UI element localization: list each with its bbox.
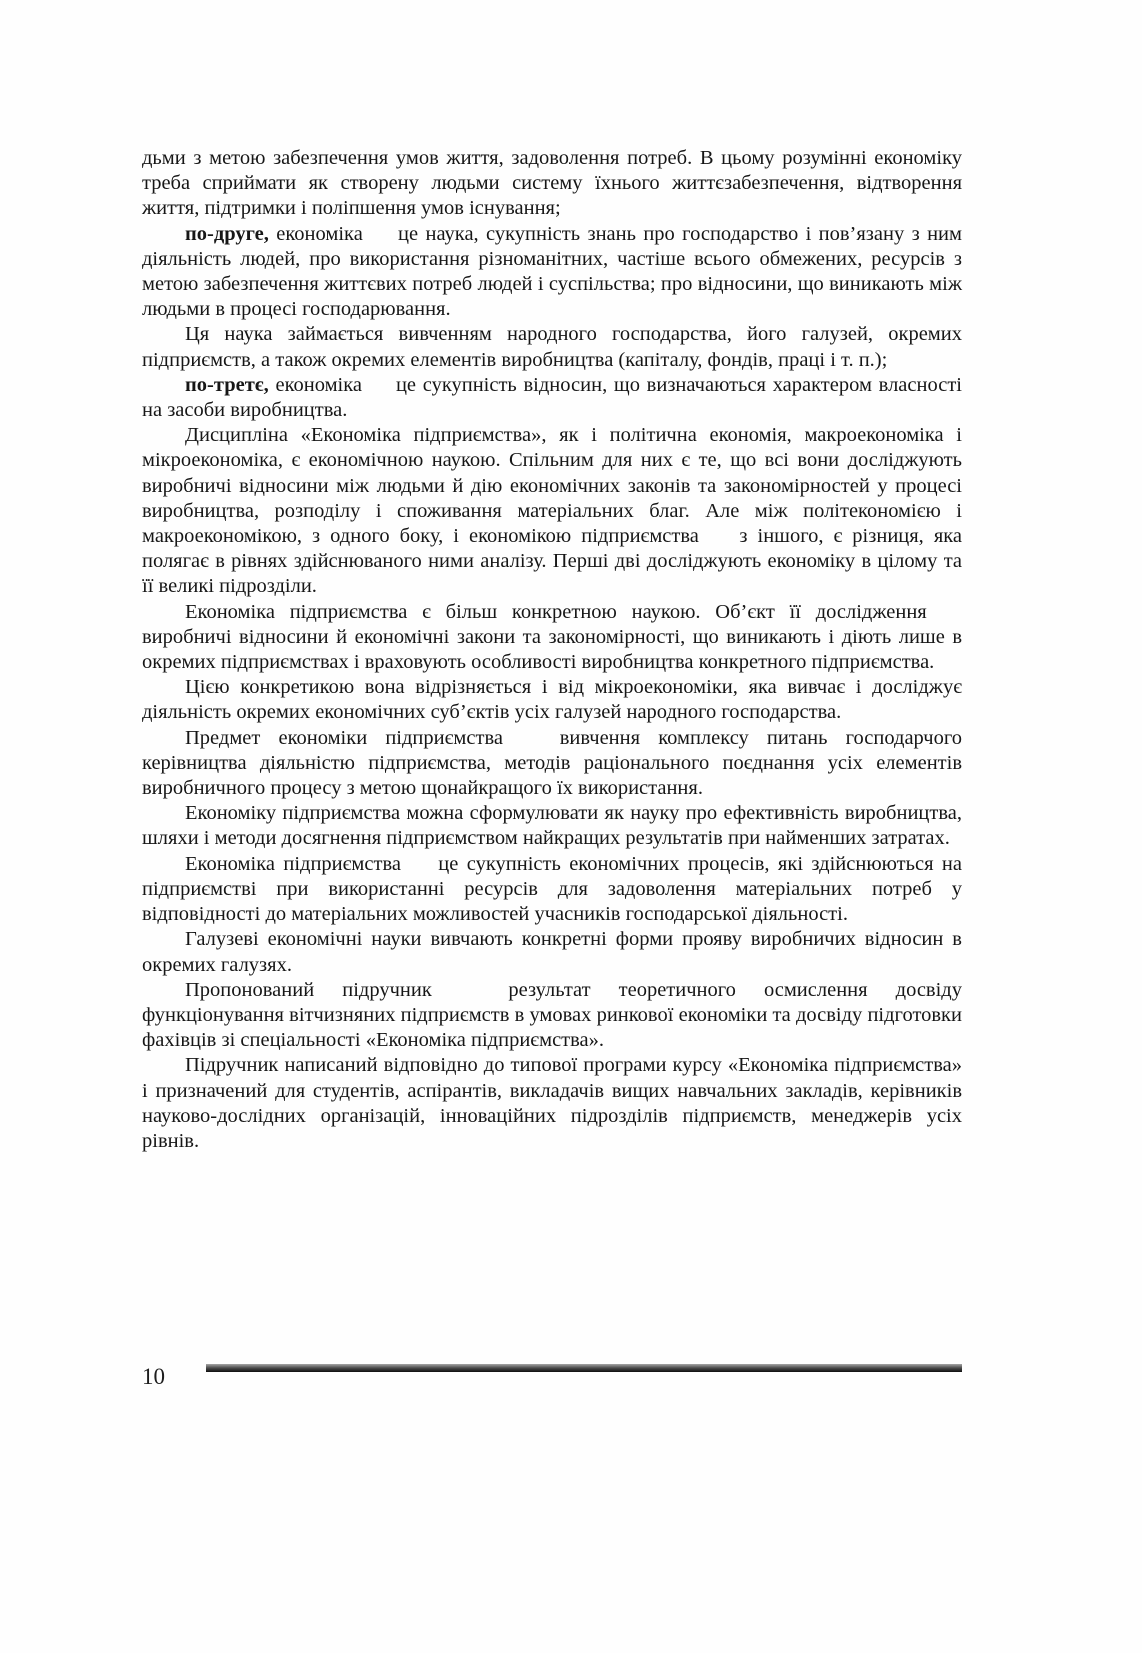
- paragraph: [142, 927, 962, 977]
- paragraph: [142, 1053, 962, 1154]
- paragraph-text: Економіка підприємства це сукупність економічних процесів, які здійснюються на підприємстві при використанні ресурсів для задоволення матеріальних потреб у відповідності до матеріальних можливостей учасників господарської діяльності.: [142, 852, 962, 926]
- paragraph-text: Предмет економіки підприємства вивчення комплексу питань господарчого керівництва діяльністю підприємства, методів раціонального поєднання усіх елементів виробничного процесу з метою щонайкращого їх використання.: [142, 726, 962, 800]
- paragraph: [142, 801, 962, 851]
- paragraph-text: Цією конкретикою вона відрізняється і від мікроекономіки, яка вивчає і досліджує діяльність окремих економічних суб’єктів усіх галузей народного господарства.: [142, 676, 962, 724]
- paragraph-text: Ця наука займається вивченням народного господарства, його галузей, окремих підприємств, а також окремих елементів виробництва (капіталу, фондів, праці і т. п.);: [142, 323, 962, 371]
- text-column: [142, 146, 962, 1154]
- paragraph: [142, 373, 962, 423]
- paragraph-text: економіка це наука, сукупність знань про господарство і пов’язану з ним діяльність людей, про використання різноманітних, частіше всього обмежених, ресурсів з метою забезпечення життєвих потреб людей і суспільства; про відносини, що виникають між людьми в процесі господарювання.: [142, 222, 962, 321]
- paragraph: [142, 322, 962, 372]
- paragraph-text: Дисципліна «Економіка підприємства», як і політична економія, макроекономіка і мікроекономіка, є економічною наукою. Спільним для них є те, що всі вони досліджують виробничі відносини між людьми й дію економічних законів та закономірностей у процесі виробництва, розподілу і споживання матеріальних благ. Але між політекономією і макроекономікою, з одного боку, і економікою підприємства з іншого, є різниця, яка полягає в рівнях здійснюваного ними аналізу. Перші дві досліджують економіку в цілому та її великі підрозділи.: [142, 424, 962, 598]
- paragraph-text: Підручник написаний відповідно до типової програми курсу «Економіка підприємства» і призначений для студентів, аспірантів, викладачів вищих навчальних закладів, керівників науково-дослідних організацій, інноваційних підрозділів підприємств, менеджерів усіх рівнів.: [142, 1054, 962, 1152]
- paragraph: [142, 222, 962, 323]
- paragraph: [142, 852, 962, 928]
- paragraph: [142, 978, 962, 1054]
- footer-rule: [206, 1364, 962, 1372]
- paragraph-text: дьми з метою забезпечення умов життя, задоволення потреб. В цьому розумінні економіку треба сприймати як створену людьми систему їхнього життєзабезпечення, відтворення життя, підтримки і поліпшення умов існування;: [142, 147, 962, 220]
- paragraph-text: економіка це сукупність відносин, що визначаються характером власності на засоби виробництва.: [142, 373, 962, 422]
- paragraph: [142, 423, 962, 599]
- paragraph: [142, 146, 962, 222]
- paragraph-text: Економіку підприємства можна сформулювати як науку про ефективність виробництва, шляхи і методи досягнення підприємством найкращих результатів при найменших затратах.: [142, 802, 962, 850]
- paragraph-text: Економіка підприємства є більш конкретною наукою. Об’єкт її дослідження виробничі відносини й економічні закони та закономірності, що виникають і діють лише в окремих підприємствах і враховують особливості виробництва конкретного підприємства.: [142, 600, 962, 674]
- paragraph: [142, 600, 962, 676]
- paragraph: [142, 675, 962, 725]
- paragraph-text: Галузеві економічні науки вивчають конкретні форми прояву виробничих відносин в окремих галузях.: [142, 928, 962, 976]
- paragraph-lead-bold: по-друге,: [185, 222, 269, 245]
- page-number: 10: [142, 1364, 165, 1389]
- paragraph-lead-bold: по-третє,: [185, 373, 269, 396]
- paragraph-text: Пропонований підручник результат теоретичного осмислення досвіду функціонування вітчизняних підприємств в умовах ринкової економіки та досвіду підготовки фахівців зі спеціальності «Економіка підприємства».: [142, 978, 962, 1052]
- paragraph: [142, 726, 962, 802]
